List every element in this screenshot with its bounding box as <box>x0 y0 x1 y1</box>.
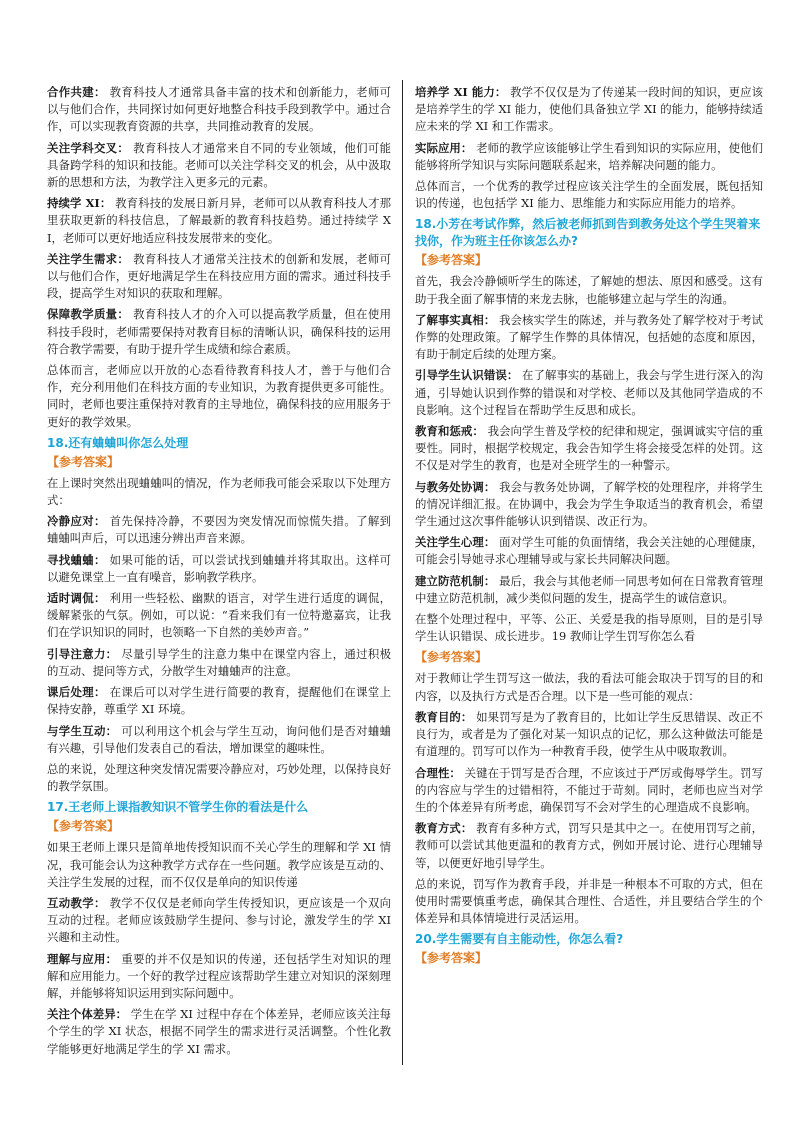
paragraph-text: 可以利用这个机会与学生互动，询问他们是否对蛐蛐有兴趣，引导他们发表自己的看法，增加课堂的趣味性。 <box>47 723 391 755</box>
paragraph-lead: 课后处理： <box>47 685 106 700</box>
paragraph <box>47 646 391 680</box>
paragraph-text: 关键在于罚写是否合理，不应该过于严厉或侮辱学生。罚写的内容应与学生的过错相符，不能过于苛刻。同时，老师也应当对学生的个体差异有所考虑，确保罚写不会对学生的心理造成不良影响。 <box>415 765 763 814</box>
paragraph-lead: 理解与应用： <box>47 951 118 966</box>
paragraph-text: 教育科技人才通常具备丰富的技术和创新能力，老师可以与他们合作，共同探讨如何更好地整合科技手段到教学中。通过合作，可以实现教育资源的共享，共同推动教育的发展。 <box>47 85 391 134</box>
paragraph <box>47 513 391 547</box>
paragraph <box>415 534 763 568</box>
paragraph-text: 我会与教务处协调，了解学校的处理程序，并将学生的情况详细汇报。在协调中，我会为学生争取适当的教育机会，希望学生通过这次事件能够认识到错误、改正行为。 <box>415 479 763 529</box>
paragraph-text: 教育科技人才通常来自不同的专业领域，他们可能具备跨学科的知识和技能。老师可以关注学科交叉的机会，从中汲取新的思想和方法，为教学注入更多元的元素。 <box>47 140 391 190</box>
paragraph-text: 对于教师让学生罚写这一做法，我的看法可能会取决于罚写的目的和内容，以及执行方式是否合理。以下是一些可能的观点： <box>415 671 763 703</box>
question-18a-title: 18.还有蛐蛐叫你怎么处理 <box>47 435 189 450</box>
paragraph-lead: 合理性： <box>415 765 461 780</box>
paragraph-text: 面对学生可能的负面情绪，我会关注她的心理健康，可能会引导她寻求心理辅导或与家长共同解决问题。 <box>415 535 763 567</box>
paragraph-lead: 教育目的： <box>415 709 473 724</box>
paragraph-text: 最后，我会与其他老师一同思考如何在日常教育管理中建立防范机制，减少类似问题的发生，提高学生的诚信意识。 <box>415 573 763 605</box>
right-column <box>415 84 763 971</box>
paragraph-lead: 适时调侃： <box>47 591 106 606</box>
paragraph-text: 如果王老师上课只是简单地传授知识而不关心学生的理解和学 XI 情况，我可能会认为这种教学方式存在一些问题。教学应该是互动的、关注学生发展的过程，而不仅仅是单向的知识传递 <box>47 840 391 889</box>
paragraph-lead: 关注学科交叉： <box>47 140 130 155</box>
paragraph <box>47 761 391 795</box>
column-divider <box>402 80 403 1065</box>
question-17-title: 17.王老师上课指教知识不管学生你的看法是什么 <box>47 800 309 815</box>
paragraph-summary-with-question-19 <box>415 611 763 645</box>
paragraph <box>47 140 391 192</box>
answer-label-18a: 【参考答案】 <box>47 454 120 469</box>
paragraph-text: 利用一些轻松、幽默的语言，对学生进行适度的调侃，缓解紧张的气氛。例如，可以说：“看来我们有一位特邀嘉宾，让我们在学识知识的同时，也领略一下自然的美妙声音。” <box>47 591 391 640</box>
paragraph-text: 首先，我会冷静倾听学生的陈述，了解她的想法、原因和感受。这有助于我全面了解事情的来龙去脉，也能够建立起与学生的沟通。 <box>415 274 763 306</box>
paragraph <box>47 552 391 586</box>
paragraph <box>47 84 391 136</box>
paragraph <box>47 723 391 757</box>
paragraph-lead: 与学生互动： <box>47 723 118 738</box>
paragraph-text: 教学不仅仅是为了传递某一段时间的知识，更应该是培养学生的学 XI 能力，使他们具备独立学 XI 的能力，能够持续适应未来的学 XI 和工作需求。 <box>415 85 764 134</box>
question-18b-answer <box>415 273 763 607</box>
paragraph-lead: 培养学 XI 能力： <box>415 85 507 99</box>
paragraph <box>415 765 763 817</box>
paragraph-text: 教育科技人才的介入可以提高教学质量，但在使用科技手段时，老师需要保持对教育目标的清晰认识，确保科技的运用符合教学需要，有助于提升学生成绩和综合素质。 <box>47 307 391 356</box>
paragraph-text: 学生在学 XI 过程中存在个体差异，老师应该关注每个学生的学 XI 状态，根据不同学生的需求进行灵活调整。个性化教学能够更好地满足学生的学 XI 需求。 <box>47 1007 391 1056</box>
paragraph-lead: 持续学 XI： <box>47 196 112 211</box>
answer-label-19: 【参考答案】 <box>415 650 488 665</box>
paragraph-lead: 实际应用： <box>415 140 473 155</box>
paragraph-text: 老师的教学应该能够让学生看到知识的实际应用，使他们能够将所学知识与实际问题联系起来，培养解决问题的能力。 <box>415 140 763 172</box>
paragraph-text: 教育科技的发展日新月异，老师可以从教育科技人才那里获取更新的科技信息，了解最新的教育科技趋势。通过持续学 XI，老师可以更好地适应科技发展带来的变化。 <box>47 196 391 245</box>
left-top-section <box>47 84 391 431</box>
paragraph-text: 教学不仅仅是老师向学生传授知识，更应该是一个双向互动的过程。老师应该鼓励学生提问、参与讨论，激发学生的学 XI 兴趣和主动性。 <box>47 895 391 945</box>
paragraph-text: 如果罚写是为了教育目的，比如让学生反思错误、改正不良行为，或者是为了强化对某一知识点的记忆，那么这种做法可能是有道理的。罚写可以作为一种教育手段，使学生从中吸取教训。 <box>415 709 763 759</box>
question-19-answer <box>415 670 763 927</box>
paragraph <box>47 195 391 247</box>
paragraph-text: 我会核实学生的陈述，并与教务处了解学校对于考试作弊的处理政策。了解学生作弊的具体情况，包括她的态度和原因，有助于制定后续的处理方案。 <box>415 312 763 362</box>
paragraph-lead: 保障教学质量： <box>47 307 130 322</box>
question-18b-title: 18.小芳在考试作弊，然后被老师抓到告到教务处这个学生哭着来找你，作为班主任你该怎么办? <box>415 217 761 249</box>
paragraph <box>415 140 763 174</box>
question-18a-answer <box>47 475 391 795</box>
paragraph-lead: 与教务处协调： <box>415 479 496 494</box>
paragraph-text: 总体而言，一个优秀的教学过程应该关注学生的全面发展，既包括知识的传递，也包括学 XI 能力、思维能力和实际应用能力的培养。 <box>415 179 763 211</box>
paragraph-lead: 引导学生认识错误： <box>415 368 519 383</box>
paragraph <box>47 1006 391 1058</box>
paragraph <box>47 839 391 891</box>
paragraph <box>415 423 763 475</box>
question-17-answer <box>47 839 391 1057</box>
paragraph-text: 我会向学生普及学校的纪律和规定，强调诚实守信的重要性。同时，根据学校规定，我会告知学生将会接受怎样的处罚。这不仅是对学生的教育，也是对全班学生的一种警示。 <box>415 424 763 473</box>
paragraph <box>415 273 763 307</box>
paragraph-lead: 冷静应对： <box>47 514 106 529</box>
answer-label-20: 【参考答案】 <box>415 951 488 966</box>
paragraph-text: 总体而言，老师应以开放的心态看待教育科技人才，善于与他们合作，充分利用他们在科技方面的专业知识，为教育提供更多可能性。同时，老师也要注重保持对教育的主导地位，确保科技的应用服务于更好的教学效果。 <box>47 363 391 429</box>
paragraph <box>415 820 763 872</box>
paragraph <box>415 573 763 607</box>
paragraph <box>47 306 391 358</box>
paragraph-lead: 互动教学： <box>47 895 106 910</box>
paragraph <box>415 709 763 761</box>
paragraph-text: 在了解事实的基础上，我会与学生进行深入的沟通，引导她认识到作弊的错误和对学校、老师以及其他同学造成的不良影响。这个过程旨在帮助学生反思和成长。 <box>415 368 763 417</box>
paragraph-lead: 了解事实真相： <box>415 312 496 327</box>
paragraph <box>415 312 763 364</box>
paragraph-lead: 关注学生心理： <box>415 535 496 550</box>
paragraph <box>47 895 391 947</box>
paragraph-lead: 关注个体差异： <box>47 1007 128 1022</box>
question-19-title: 19 教师让学生罚写你怎么看 <box>551 629 696 644</box>
paragraph <box>47 251 391 303</box>
answer-label-18b: 【参考答案】 <box>415 253 488 268</box>
paragraph <box>415 876 763 928</box>
paragraph-lead: 寻找蛐蛐： <box>47 552 106 567</box>
paragraph-text: 重要的并不仅是知识的传递，还包括学生对知识的理解和应用能力。一个好的教学过程应该帮助学生建立对知识的深刻理解，并能够将知识运用到实际问题中。 <box>47 951 391 1000</box>
paragraph-lead: 教育和惩戒： <box>415 424 484 439</box>
paragraph-text: 尽量引导学生的注意力集中在课堂内容上，通过积极的互动、提问等方式，分散学生对蛐蛐声的注意。 <box>47 646 391 678</box>
question-20-title: 20.学生需要有自主能动性，你怎么看? <box>415 932 624 947</box>
answer-label-17: 【参考答案】 <box>47 819 120 834</box>
paragraph-text: 在课后可以对学生进行简要的教育，提醒他们在课堂上保持安静，尊重学 XI 环境。 <box>47 685 391 717</box>
paragraph-lead: 教育方式： <box>415 821 473 836</box>
paragraph-lead: 建立防范机制： <box>415 573 496 588</box>
paragraph <box>47 684 391 718</box>
paragraph-text: 教育有多种方式，罚写只是其中之一。在使用罚写之前，教师可以尝试其他更温和的教育方式，例如开展讨论、进行心理辅导等，以便更好地引导学生。 <box>415 821 763 870</box>
paragraph-text: 教育科技人才通常关注技术的创新和发展，老师可以与他们合作，更好地满足学生在科技应用方面的需求。通过科技手段，提高学生对知识的获取和理解。 <box>47 251 391 301</box>
summary-text: 在整个处理过程中，平等、公正、关爱是我的指导原则，目的是引导学生认识错误、成长进步。 <box>415 612 763 644</box>
paragraph <box>47 590 391 642</box>
paragraph <box>415 84 763 136</box>
paragraph-text: 总的来说，处理这种突发情况需要冷静应对，巧妙处理，以保持良好的教学氛围。 <box>47 761 391 794</box>
paragraph-lead: 关注学生需求： <box>47 251 130 266</box>
paragraph-text: 如果可能的话，可以尝试找到蛐蛐并将其取出。这样可以避免课堂上一直有噪音，影响教学秩序。 <box>47 552 391 584</box>
paragraph-lead: 引导注意力： <box>47 646 118 661</box>
paragraph <box>415 367 763 419</box>
left-column <box>47 84 391 1062</box>
right-top-section <box>415 84 763 212</box>
paragraph-text: 在上课时突然出现蛐蛐叫的情况，作为老师我可能会采取以下处理方式： <box>47 475 391 508</box>
paragraph-lead: 合作共建： <box>47 85 106 99</box>
paragraph <box>415 178 763 212</box>
paragraph-text: 总的来说，罚写作为教育手段，并非是一种根本不可取的方式，但在使用时需要慎重考虑，确保其合理性、合适性，并且要结合学生的个体差异和具体情境进行灵活运用。 <box>415 876 763 926</box>
paragraph <box>47 951 391 1003</box>
paragraph <box>47 362 391 431</box>
paragraph <box>415 479 763 531</box>
paragraph <box>47 475 391 509</box>
paragraph-text: 首先保持冷静，不要因为突发情况而惊慌失措。了解到蛐蛐叫声后，可以迅速分辨出声音来源。 <box>47 514 391 546</box>
paragraph <box>415 670 763 704</box>
